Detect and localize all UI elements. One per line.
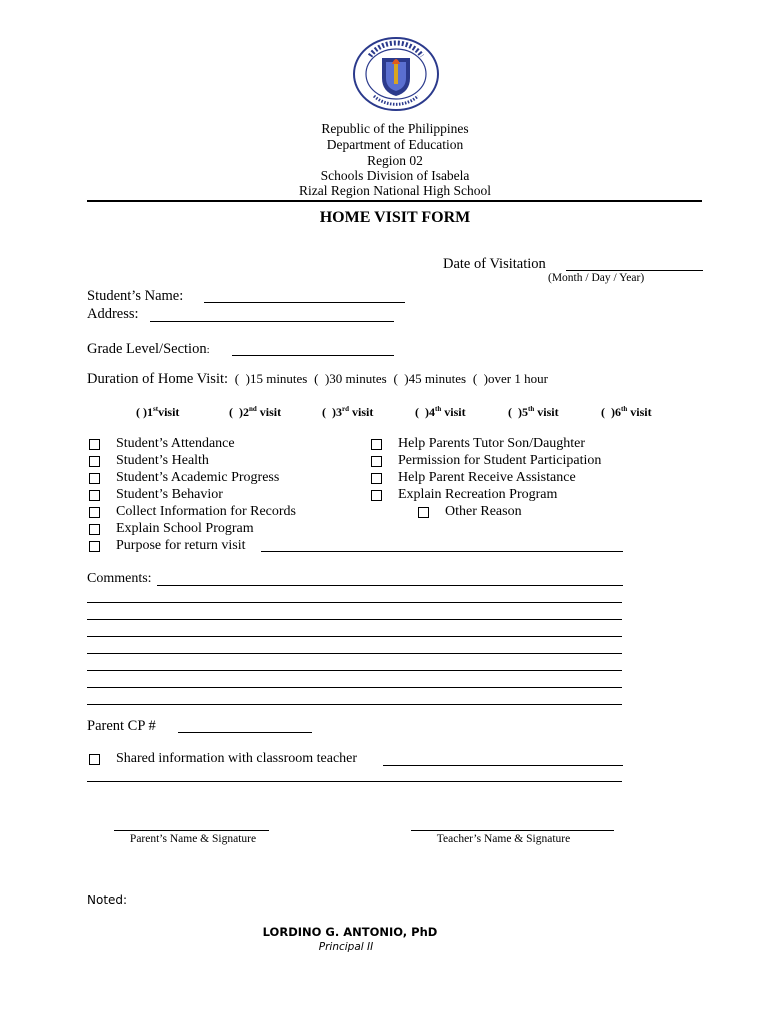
header-department: Department of Education [326,137,464,152]
purpose-label: Student’s Attendance [116,436,235,451]
checkbox-icon[interactable] [418,507,429,518]
shared-info-field[interactable] [383,765,623,766]
checkbox-icon[interactable] [89,439,100,450]
checkbox-icon[interactable] [371,473,382,484]
checkbox-icon[interactable] [371,490,382,501]
visit-6-sup: th [621,405,628,413]
visit-3-num: 3 [336,405,342,419]
checkbox-icon[interactable] [371,439,382,450]
header-republic: Republic of the Philippines [321,121,469,136]
visit-4-suffix: visit [441,405,466,419]
visit-2-suffix: visit [256,405,282,419]
comments-label: Comments: [87,571,152,586]
student-name-label: Student’s Name: [87,288,184,304]
duration-option-over-1-hour[interactable]: ( )over 1 hour [469,371,548,386]
purpose-tutor[interactable] [371,436,585,452]
visit-2-sup: nd [249,405,257,413]
grade-field[interactable] [232,355,394,356]
purpose-label: Explain Recreation Program [398,487,558,502]
form-title: HOME VISIT FORM [319,209,471,226]
purpose-label: Student’s Health [116,453,209,468]
purpose-recreation[interactable] [371,487,557,503]
duration-option-15-text: 15 minutes [249,371,308,386]
address-label: Address: [87,306,139,322]
duration-option-45-text: 45 minutes [408,371,467,386]
visit-1-suffix: visit [158,405,180,419]
visit-4-num: 4 [429,405,435,419]
parent-signature-line[interactable] [114,830,269,831]
comments-line[interactable] [87,619,622,620]
purpose-label: Help Parent Receive Assistance [398,470,576,485]
return-visit-field[interactable] [261,551,623,552]
teacher-signature-label: Teacher’s Name & Signature [436,833,571,845]
purpose-label: Student’s Behavior [116,487,223,502]
checkbox-icon[interactable] [371,456,382,467]
date-label: Date of Visitation [443,256,546,272]
purpose-collect-info[interactable] [89,504,296,520]
grade-label-text: Grade Level/Section [87,341,207,357]
student-name-field[interactable] [204,302,405,303]
checkbox-icon[interactable] [89,456,100,467]
purpose-attendance[interactable] [89,436,235,452]
visit-4-sup: th [435,405,442,413]
shared-info-label: Shared information with classroom teacher [116,751,358,766]
checkbox-icon[interactable] [89,754,100,765]
checkbox-icon[interactable] [89,490,100,501]
visit-option-4[interactable]: ( )4th visit [415,405,466,419]
purpose-health[interactable] [89,453,209,469]
duration-option-30[interactable]: ( )30 minutes [310,371,387,386]
purpose-label: Student’s Academic Progress [116,470,280,485]
duration-label: Duration of Home Visit: [87,371,229,387]
purpose-permission[interactable] [371,453,601,469]
comments-line[interactable] [87,704,622,705]
principal-name: LORDINO G. ANTONIO, PhD [262,925,438,939]
visit-option-1[interactable]: ( )1stvisit [136,405,180,419]
date-hint: (Month / Day / Year) [548,272,645,284]
comments-line[interactable] [87,653,622,654]
visit-1-sup: st [153,405,159,413]
shared-info-line-2[interactable] [87,781,622,782]
purpose-label: Permission for Student Participation [398,453,602,468]
header-divider [87,200,702,202]
checkbox-icon[interactable] [89,473,100,484]
date-field[interactable] [566,270,703,271]
purpose-label: Collect Information for Records [116,504,297,519]
visit-option-5[interactable]: ( )5th visit [508,405,559,419]
visit-5-num: 5 [522,405,528,419]
deped-seal-logo [352,36,440,112]
grade-label-colon: : [206,344,210,356]
visit-1-num: 1 [147,405,153,419]
parent-cp-label: Parent CP # [87,718,156,734]
visit-option-3[interactable]: ( )3rd visit [322,405,374,419]
checkbox-icon[interactable] [89,524,100,535]
visit-6-suffix: visit [627,405,652,419]
duration-option-30-text: 30 minutes [329,371,387,386]
comments-line[interactable] [87,670,622,671]
purpose-behavior[interactable] [89,487,223,503]
purpose-explain-program[interactable] [89,521,254,537]
checkbox-icon[interactable] [89,507,100,518]
visit-6-num: 6 [615,405,621,419]
grade-label [87,341,210,358]
visit-option-2[interactable]: ( )2nd visit [229,405,282,419]
visit-3-sup: rd [342,405,349,413]
shared-info-row[interactable] [89,751,357,767]
comments-line[interactable] [87,636,622,637]
visit-5-suffix: visit [534,405,559,419]
address-field[interactable] [150,321,394,322]
duration-row [87,371,548,388]
visit-2-num: 2 [243,405,249,419]
noted-label: Noted: [87,893,128,907]
teacher-signature-line[interactable] [411,830,614,831]
purpose-academic-progress[interactable] [89,470,279,486]
duration-option-over-1-hour-text: over 1 hour [487,371,548,386]
comments-line[interactable] [87,687,622,688]
checkbox-icon[interactable] [89,541,100,552]
purpose-label: Other Reason [445,504,522,519]
duration-option-15[interactable]: ( )15 minutes [231,371,308,386]
visit-3-suffix: visit [349,405,374,419]
header-school: Rizal Region National High School [299,183,491,198]
visit-5-sup: th [528,405,535,413]
purpose-label: Purpose for return visit [116,538,246,553]
duration-option-45[interactable]: ( )45 minutes [390,371,467,386]
parent-signature-label: Parent’s Name & Signature [129,833,257,845]
purpose-label: Help Parents Tutor Son/Daughter [398,436,586,451]
principal-title: Principal II [318,941,374,953]
purpose-assistance[interactable] [371,470,576,486]
purpose-label: Explain School Program [116,521,254,536]
header-region: Region 02 [367,153,423,168]
visit-option-6[interactable]: ( )6th visit [601,405,652,419]
purpose-return-visit[interactable] [89,538,245,554]
comments-line[interactable] [157,585,623,586]
purpose-other-reason[interactable] [418,504,522,520]
parent-cp-field[interactable] [178,732,312,733]
header-division: Schools Division of Isabela [320,168,470,183]
comments-line[interactable] [87,602,622,603]
